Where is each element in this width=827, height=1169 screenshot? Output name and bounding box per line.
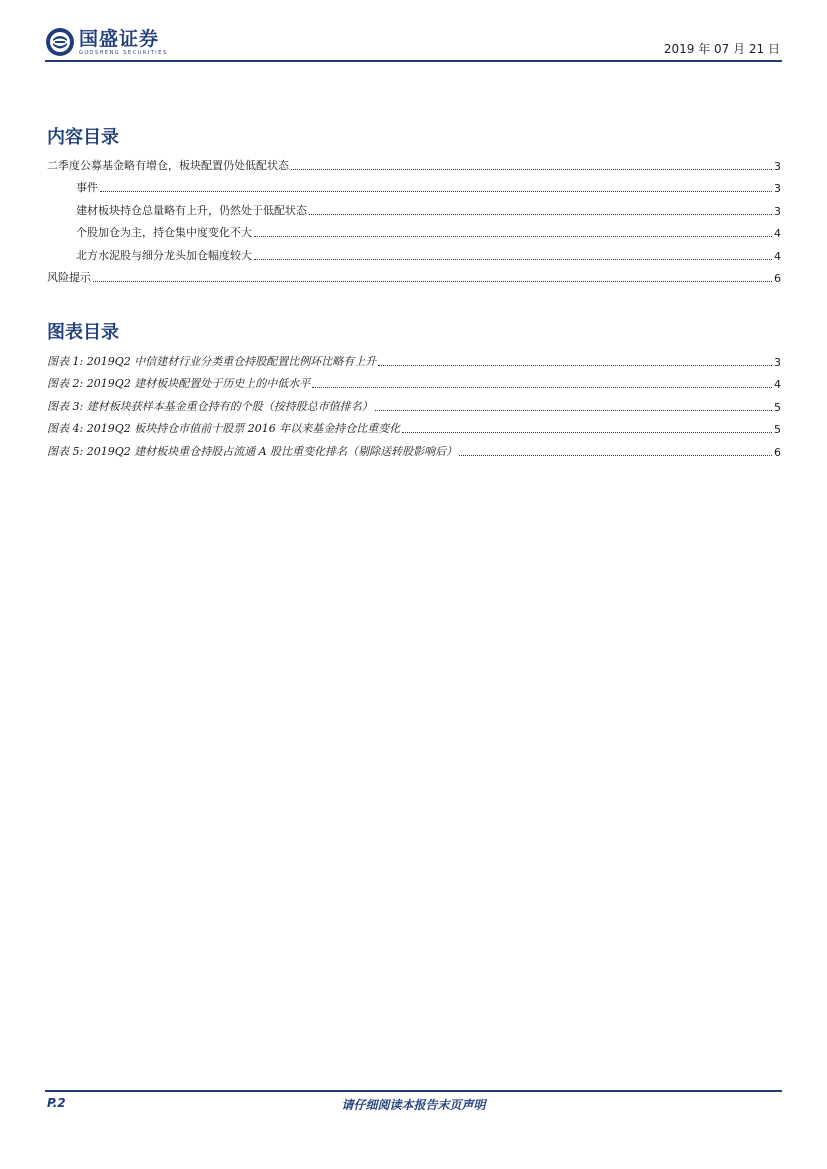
toc-leader	[375, 410, 772, 411]
company-logo	[45, 24, 168, 60]
contents-title: 内容目录	[47, 127, 119, 148]
figure-entry-title: 图表 1: 2019Q2 中信建材行业分类重仓持股配置比例环比略有上升	[47, 354, 377, 368]
toc-leader	[100, 191, 772, 192]
figures-title: 图表目录	[47, 322, 119, 343]
page-number: P.2	[47, 1096, 66, 1110]
toc-leader	[254, 259, 772, 260]
figure-entry-title: 图表 4: 2019Q2 板块持仓市值前十股票 2016 年以来基金持仓比重变化	[47, 422, 401, 435]
logo-chinese-name: 国盛证券	[79, 27, 160, 50]
report-date: 2019 年 07 月 21 日	[663, 42, 780, 56]
toc-leader	[312, 387, 772, 388]
figure-entry[interactable]	[47, 369, 781, 392]
toc-entry[interactable]	[47, 195, 781, 218]
toc-entry-page: 3	[774, 182, 781, 195]
toc-entry-page: 6	[774, 272, 781, 285]
toc-leader	[402, 432, 772, 433]
toc-entry-title: 建材板块持仓总量略有上升，仍然处于低配状态	[76, 203, 307, 217]
toc-entry-page: 3	[774, 204, 781, 218]
toc-entry[interactable]	[47, 218, 781, 241]
figure-entry[interactable]	[47, 436, 781, 459]
toc-entry-title: 个股加仓为主，持仓集中度变化不大	[76, 226, 252, 239]
footer-rule	[45, 1090, 782, 1092]
contents-list	[47, 150, 781, 285]
logo-english-name: GUOSHENG SECURITIES	[79, 49, 168, 56]
figure-entry-page: 3	[774, 355, 781, 369]
toc-entry[interactable]	[47, 240, 781, 263]
figure-entry[interactable]	[47, 391, 781, 414]
toc-entry-page: 3	[774, 159, 781, 173]
figure-entry[interactable]	[47, 414, 781, 437]
figure-entry-page: 5	[774, 423, 781, 436]
toc-leader	[93, 281, 772, 282]
toc-leader	[378, 365, 772, 366]
figures-list	[47, 346, 781, 459]
header-rule	[45, 60, 782, 62]
figure-entry-title: 图表 3: 建材板块获样本基金重仓持有的个股（按持股总市值排名）	[47, 399, 373, 413]
toc-entry-title: 北方水泥股与细分龙头加仓幅度较大	[76, 248, 252, 262]
figure-entry-title: 图表 5: 2019Q2 建材板块重仓持股占流通 A 股比重变化排名（剔除送转股影响后）	[47, 444, 458, 458]
toc-leader	[254, 236, 772, 237]
figure-entry-page: 6	[774, 445, 781, 459]
toc-entry[interactable]	[47, 150, 781, 173]
figure-entry-title: 图表 2: 2019Q2 建材板块配置处于历史上的中低水平	[47, 377, 311, 390]
toc-entry-title: 事件	[76, 181, 98, 194]
toc-entry-title: 风险提示	[47, 271, 91, 284]
toc-leader	[459, 455, 772, 456]
toc-entry-page: 4	[774, 249, 781, 263]
footer-disclaimer: 请仔细阅读本报告末页声明	[341, 1098, 486, 1112]
toc-entry[interactable]	[47, 263, 781, 286]
toc-leader	[291, 169, 772, 170]
toc-entry-page: 4	[774, 227, 781, 240]
page-header	[45, 24, 782, 64]
toc-entry[interactable]	[47, 173, 781, 196]
guosheng-logo-icon	[45, 27, 75, 57]
toc-leader	[309, 214, 772, 215]
figure-entry-page: 4	[774, 378, 781, 391]
figure-entry[interactable]	[47, 346, 781, 369]
figure-entry-page: 5	[774, 400, 781, 414]
toc-entry-title: 二季度公募基金略有增仓，板块配置仍处低配状态	[47, 158, 289, 172]
